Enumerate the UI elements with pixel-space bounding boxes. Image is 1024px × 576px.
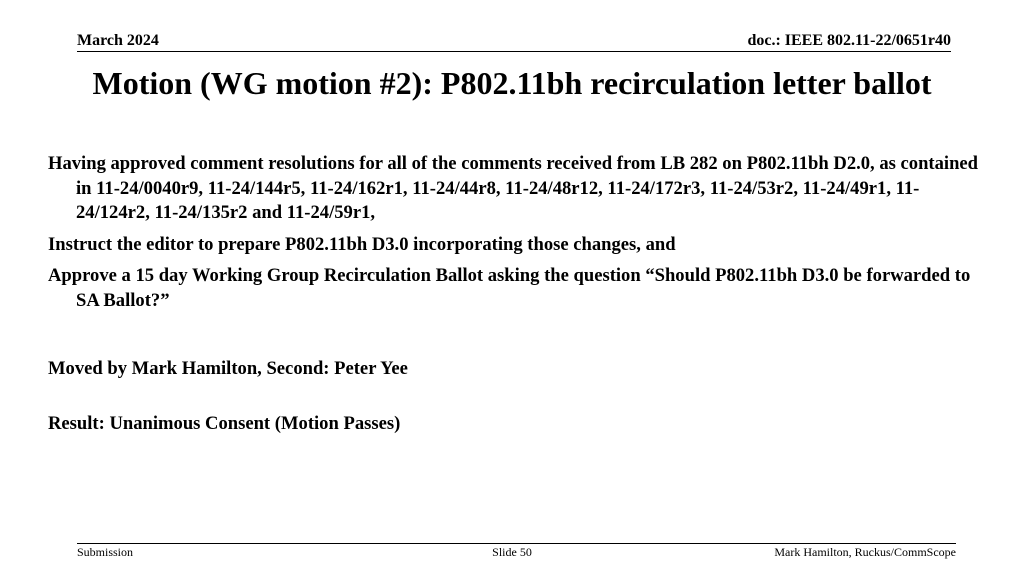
result-line: Result: Unanimous Consent (Motion Passes)	[48, 413, 401, 434]
motion-paragraph-resolutions: Having approved comment resolutions for all of the comments received from LB 282 on P802.11bh D2.0, as contained in 11-24/0040r9, 11-24/144r5, 11-24/162r1, 11-24/44r8, 11-24/48r12, 11-24/172r3, 11-24/53r2, 11-24/49r1, 11-24/124r2, 11-24/135r2 and 11-24/59r1,	[48, 153, 979, 223]
motion-paragraph-approve-ballot: Approve a 15 day Working Group Recirculation Ballot asking the question “Should P802.11bh D3.0 be forwarded to SA Ballot?”	[48, 265, 971, 311]
header-divider	[77, 51, 951, 52]
footer-slide-number: Slide 50	[492, 545, 532, 559]
header-date: March 2024	[77, 32, 159, 49]
slide-title: Motion (WG motion #2): P802.11bh recirculation letter ballot	[92, 65, 932, 101]
motion-body	[48, 152, 984, 320]
footer-divider	[77, 543, 956, 544]
moved-by-line: Moved by Mark Hamilton, Second: Peter Yee	[48, 358, 408, 379]
footer-submission: Submission	[77, 545, 134, 559]
motion-paragraph-instruct-editor: Instruct the editor to prepare P802.11bh D3.0 incorporating those changes, and	[48, 233, 676, 255]
header-doc-id: doc.: IEEE 802.11-22/0651r40	[747, 32, 951, 49]
footer-author: Mark Hamilton, Ruckus/CommScope	[774, 545, 956, 559]
